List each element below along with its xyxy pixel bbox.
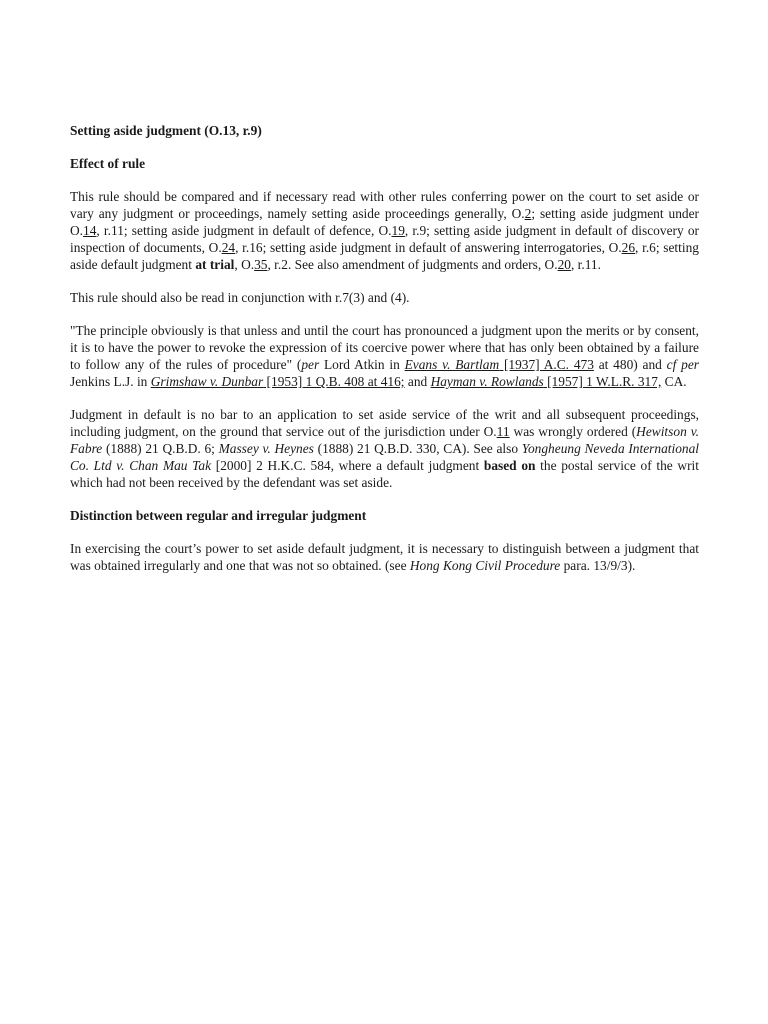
case-link-grimshaw-v-dunbar[interactable] (151, 374, 405, 389)
case-name: Grimshaw v. Dunbar (150, 374, 264, 389)
bold-text: based on (483, 458, 536, 473)
text-run: was wrongly ordered ( (509, 424, 637, 439)
case-link-hayman-v-rowlands[interactable] (431, 374, 662, 389)
text-run: , r.11. (570, 257, 601, 272)
text-run: In exercising the court’s power to set aside default judgment, it is necessary to distinguish between a judgment that was obtained irregularly and one that was not so obtained. (see (70, 541, 699, 573)
text-run: Lord Atkin in (319, 357, 405, 372)
text-run: This rule should be compared and if necessary read with other rules conferring power on the court to set aside or vary any judgment or proceedings, namely setting aside proceedings generally, O. (70, 189, 699, 221)
text-run: , r.2. See also amendment of judgments and orders, O. (267, 257, 558, 272)
text-run: , r.16; setting aside judgment in default of answering interrogatories, O. (235, 240, 622, 255)
text-run: Judgment in default is no bar to an application to set aside service of the writ and all subsequent proceedings, including judgment, on the ground that service out of the jurisdiction under O. (70, 407, 699, 439)
text-run: CA. (661, 374, 687, 389)
italic-text: Hong Kong Civil Procedure (409, 558, 561, 573)
paragraph-conjunction: This rule should also be read in conjunction with r.7(3) and (4). (70, 290, 410, 305)
order-link-24[interactable]: 24 (221, 240, 236, 255)
case-link-evans-v-bartlam[interactable] (405, 357, 594, 372)
text-run: "The principle obviously is that unless and until the court has pronounced a judgment upon the merits or by consent, it is to have the power to revoke the expression of its coercive power where that has only been obtained by a failure to follow any of the rules of procedure" ( (70, 323, 699, 372)
paragraph-principle-quote (70, 322, 699, 390)
case-name: Hayman v. Rowlands (430, 374, 544, 389)
order-link-19[interactable]: 19 (391, 223, 405, 238)
order-link-35[interactable]: 35 (254, 257, 268, 272)
paragraph-default-judgment (70, 406, 699, 491)
subsection-heading-effect: Effect of rule (70, 156, 146, 171)
italic-text: cf per (666, 357, 699, 372)
order-link-2[interactable]: 2 (524, 206, 532, 221)
text-run: Jenkins L.J. in (70, 374, 151, 389)
subsection-heading-distinction: Distinction between regular and irregular judgment (70, 508, 367, 523)
order-link-20[interactable]: 20 (557, 257, 571, 272)
case-name: Yongheung Neveda International Co. Ltd v. Chan Mau Tak (70, 441, 700, 473)
text-run: , r.6; setting aside default judgment (70, 240, 699, 272)
case-citation: [1937] A.C. 473 (499, 357, 594, 372)
text-run: the postal service of the writ which had not been received by the defendant was set aside. (70, 458, 699, 490)
case-name: Massey v. Heynes (218, 441, 314, 456)
text-run: , r.11; setting aside judgment in default of defence, O. (96, 223, 392, 238)
order-link-11[interactable]: 11 (496, 424, 510, 439)
order-link-14[interactable]: 14 (83, 223, 97, 238)
paragraph-distinction (70, 540, 699, 574)
text-run: [2000] 2 H.K.C. 584, where a default judgment (211, 458, 484, 473)
italic-text: per (301, 357, 320, 372)
text-run: para. 13/9/3). (560, 558, 636, 573)
bold-text: at trial (195, 257, 235, 272)
text-run: at 480) and (593, 357, 667, 372)
text-run: (1888) 21 Q.B.D. 6; (102, 441, 219, 456)
text-run: , r.9; setting aside judgment in default of discovery or inspection of documents, O. (70, 223, 699, 255)
section-heading: Setting aside judgment (O.13, r.9) (70, 123, 262, 138)
case-citation: [1953] 1 Q.B. 408 at 416; (263, 374, 405, 389)
text-run: , O. (234, 257, 255, 272)
case-citation: [1957] 1 W.L.R. 317, (543, 374, 662, 389)
paragraph-related-rules (70, 188, 699, 273)
order-link-26[interactable]: 26 (621, 240, 636, 255)
text-run: and (404, 374, 431, 389)
text-run: ; setting aside judgment under O. (70, 206, 699, 238)
case-name: Hewitson v. Fabre (70, 424, 700, 456)
text-run: (1888) 21 Q.B.D. 330, CA). See also (313, 441, 522, 456)
case-name: Evans v. Bartlam (404, 357, 500, 372)
document-body (70, 122, 699, 590)
